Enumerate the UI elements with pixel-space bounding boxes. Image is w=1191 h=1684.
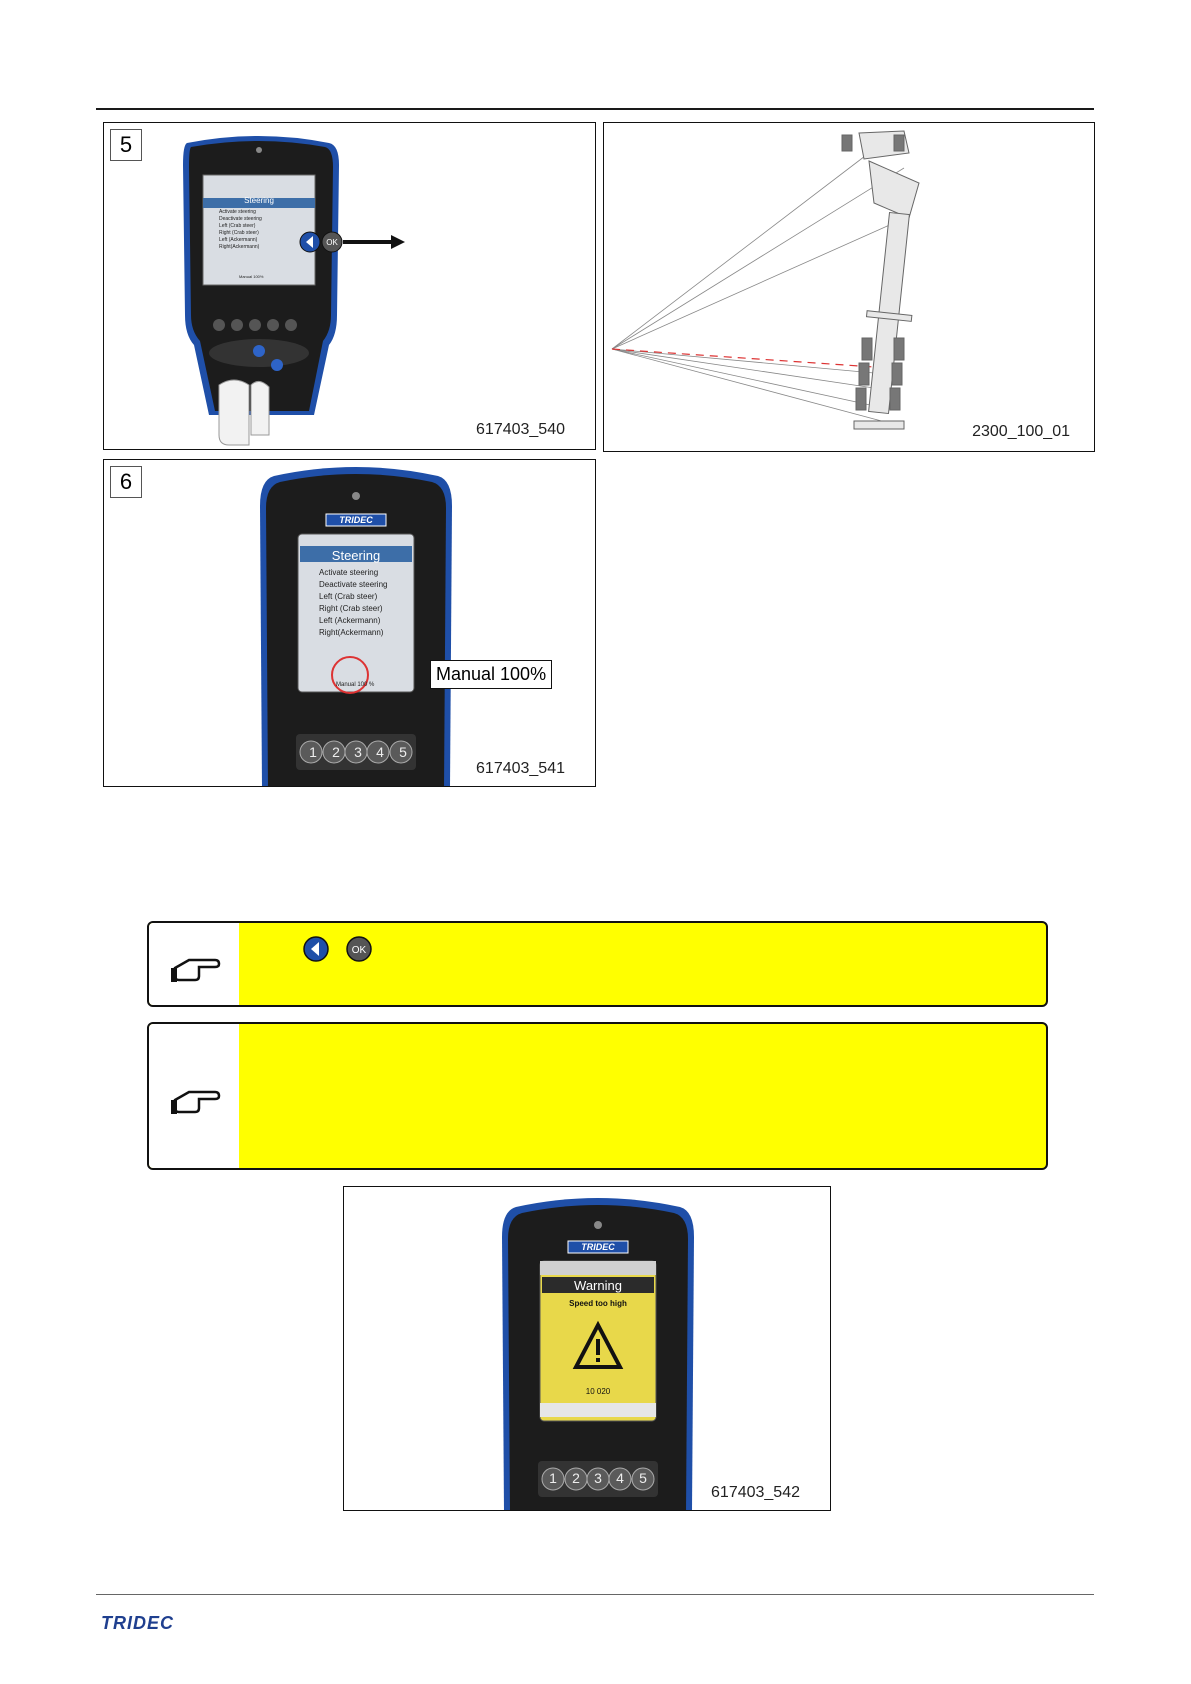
device-brand-logo: TRIDEC [339, 515, 373, 525]
screen-item-6: Right(Ackermann) [319, 628, 384, 637]
screen-item-2: Deactivate steering [319, 580, 388, 589]
key-label-2: 2 [332, 744, 340, 760]
step-number: 5 [110, 129, 142, 161]
figure-crane-steering-diagram [603, 122, 1095, 452]
screen-item-1: Activate steering [219, 209, 256, 215]
key-label-1: 1 [309, 744, 317, 760]
svg-text:OK: OK [326, 238, 338, 247]
crane-top-view-drawing [604, 123, 1095, 452]
ok-button-icon [345, 935, 373, 963]
key-label-4: 4 [616, 1470, 624, 1486]
footer-logo: TRIDEC [101, 1613, 174, 1633]
step-number: 6 [110, 466, 142, 498]
warning-code: 10 020 [585, 1387, 611, 1396]
screen-item-4: Right (Crab steer) [219, 230, 259, 236]
screen-item-3: Left (Crab steer) [319, 592, 378, 601]
key-label-2: 2 [572, 1470, 580, 1486]
key-label-1: 1 [549, 1470, 557, 1486]
screen-item-5: Left (Ackermann) [319, 616, 381, 625]
pointing-hand-icon [169, 1080, 221, 1116]
button-sequence-arrow [299, 229, 409, 255]
pointing-hand-icon [169, 948, 221, 984]
device-brand-logo: TRIDEC [581, 1242, 615, 1252]
screen-status: Manual 100% [239, 274, 264, 279]
screen-item-6: Right(Ackermann) [219, 244, 260, 250]
key-label-5: 5 [639, 1470, 647, 1486]
key-label-3: 3 [594, 1470, 602, 1486]
key-label-5: 5 [399, 744, 407, 760]
note-box-1 [147, 921, 1048, 1007]
header-rule [96, 108, 1094, 110]
figure-id: 617403_542 [711, 1484, 800, 1501]
screen-title: Steering [331, 548, 381, 563]
figure-id: 2300_100_01 [972, 423, 1070, 440]
left-arrow-button-icon [302, 935, 330, 963]
figure-step-5 [103, 122, 596, 450]
screen-title: Warning [574, 1278, 622, 1293]
key-label-4: 4 [376, 744, 384, 760]
key-label-3: 3 [354, 744, 362, 760]
note-box-2 [147, 1022, 1048, 1170]
figure-step-6 [103, 459, 596, 787]
svg-text:OK: OK [351, 945, 367, 956]
figure-warning-screen [343, 1186, 831, 1511]
screen-item-3: Left (Crab steer) [219, 223, 256, 229]
callout-label: Manual 100% [430, 660, 552, 689]
warning-message: Speed too high [569, 1299, 627, 1308]
footer-rule [96, 1594, 1094, 1595]
remote-control-device [159, 135, 369, 450]
figure-id: 617403_541 [476, 760, 565, 777]
screen-item-5: Left (Ackermann) [219, 237, 258, 243]
screen-item-2: Deactivate steering [219, 216, 262, 222]
screen-item-1: Activate steering [319, 568, 379, 577]
screen-status: Manual 100 % [336, 682, 375, 688]
figure-id: 617403_540 [476, 421, 565, 438]
screen-title: Steering [244, 196, 274, 205]
screen-item-4: Right (Crab steer) [319, 604, 383, 613]
